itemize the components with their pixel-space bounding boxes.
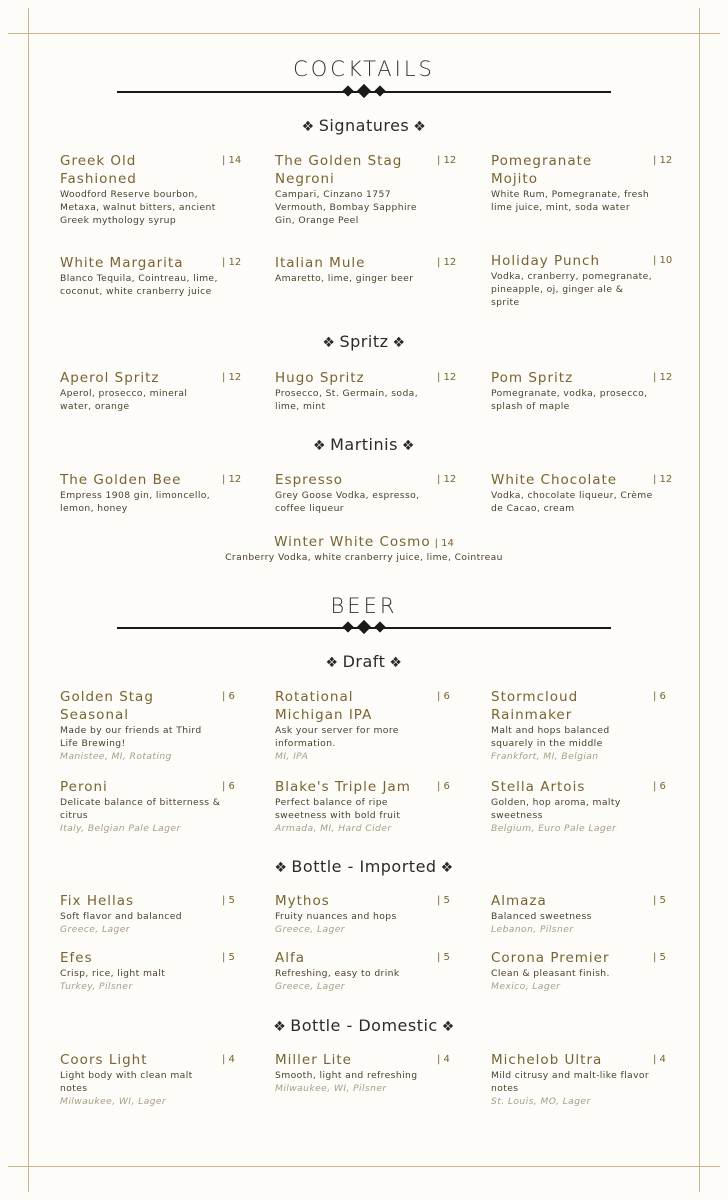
item-description: Malt and hops balanced squarely in the middle bbox=[491, 725, 610, 749]
item-name: The Golden Stag Negroni bbox=[275, 153, 403, 187]
item-name: Stormcloud Rainmaker bbox=[491, 689, 579, 723]
item-description: Aperol, prosecco, mineral water, orange bbox=[60, 388, 188, 412]
item-price: | 4 bbox=[222, 1054, 235, 1065]
item-description: Prosecco, St. Germain, soda, lime, mint bbox=[275, 388, 419, 412]
item-price: | 10 bbox=[653, 255, 673, 266]
item-description: Soft flavor and balanced bbox=[60, 911, 183, 922]
menu-item bbox=[491, 1051, 671, 1108]
menu-item bbox=[275, 949, 455, 993]
menu-item bbox=[60, 1051, 240, 1108]
item-price: | 12 bbox=[653, 155, 673, 166]
item-name: Rotational Michigan IPA bbox=[275, 689, 373, 723]
item-price: | 4 bbox=[437, 1054, 450, 1065]
ornament-icon: ❖ bbox=[325, 655, 339, 671]
item-name: Stella Artois bbox=[491, 779, 586, 795]
item-description: Ask your server for more information. bbox=[275, 725, 399, 749]
item-name: Espresso bbox=[275, 472, 344, 488]
ornament-icon: ❖ bbox=[441, 1019, 455, 1035]
martinis-heading bbox=[0, 435, 728, 454]
item-price: | 5 bbox=[222, 895, 235, 906]
frame-top-line bbox=[8, 33, 720, 34]
item-name: Coors Light bbox=[60, 1052, 148, 1068]
domestic-heading bbox=[0, 1016, 728, 1035]
item-description: Smooth, light and refreshing bbox=[275, 1070, 418, 1081]
menu-item bbox=[491, 252, 671, 309]
menu-item bbox=[491, 688, 671, 763]
menu-item bbox=[491, 152, 671, 214]
item-price: | 12 bbox=[222, 474, 242, 485]
menu-item bbox=[491, 471, 671, 515]
item-origin: Belgium, Euro Pale Lager bbox=[491, 823, 617, 834]
item-name: Pomegranate Mojito bbox=[491, 153, 593, 187]
menu-item bbox=[60, 152, 240, 227]
item-origin: Greece, Lager bbox=[60, 924, 130, 935]
item-name: Miller Lite bbox=[275, 1052, 352, 1068]
item-description: Woodford Reserve bourbon, Metaxa, walnut bitters, ancient Greek mythology syrup bbox=[60, 189, 216, 226]
item-description: Refreshing, easy to drink bbox=[275, 968, 400, 979]
menu-item bbox=[275, 892, 455, 936]
menu-item bbox=[60, 254, 240, 298]
beer-divider bbox=[117, 623, 611, 633]
item-origin: Lebanon, Pilsner bbox=[491, 924, 574, 935]
ornament-icon: ❖ bbox=[301, 119, 315, 135]
item-price: | 12 bbox=[437, 372, 457, 383]
item-description: Delicate balance of bitterness & citrus bbox=[60, 797, 221, 821]
item-price: | 12 bbox=[437, 257, 457, 268]
menu-item bbox=[60, 949, 240, 993]
item-price: | 6 bbox=[222, 691, 235, 702]
item-name: White Chocolate bbox=[491, 472, 618, 488]
item-price: | 5 bbox=[222, 952, 235, 963]
item-price: | 4 bbox=[653, 1054, 666, 1065]
item-origin: Manistee, MI, Rotating bbox=[60, 751, 172, 762]
item-name: Winter White Cosmo bbox=[274, 534, 431, 550]
item-price: | 6 bbox=[653, 691, 666, 702]
item-description: White Rum, Pomegranate, fresh lime juice, mint, soda water bbox=[491, 189, 650, 213]
item-origin: MI, IPA bbox=[275, 751, 309, 762]
menu-item bbox=[60, 688, 240, 763]
item-origin: Turkey, Pilsner bbox=[60, 981, 133, 992]
item-name: Holiday Punch bbox=[491, 253, 601, 269]
imported-label: Bottle - Imported bbox=[291, 857, 437, 876]
item-name: Golden Stag Seasonal bbox=[60, 689, 154, 723]
menu-item bbox=[275, 254, 455, 285]
item-description: Crisp, rice, light malt bbox=[60, 968, 166, 979]
menu-item bbox=[60, 369, 240, 413]
cocktails-title: COCKTAILS bbox=[293, 57, 435, 81]
item-description: Fruity nuances and hops bbox=[275, 911, 397, 922]
ornament-icon: ❖ bbox=[392, 335, 406, 351]
item-description: Balanced sweetness bbox=[491, 911, 592, 922]
item-name: Italian Mule bbox=[275, 255, 366, 271]
item-name: Alfa bbox=[275, 950, 306, 966]
item-price: | 6 bbox=[653, 781, 666, 792]
menu-item bbox=[275, 471, 455, 515]
ornament-icon: ❖ bbox=[313, 438, 327, 454]
menu-item bbox=[491, 949, 671, 993]
item-price: | 6 bbox=[437, 691, 450, 702]
menu-item bbox=[491, 778, 671, 835]
ornament-icon: ❖ bbox=[389, 655, 403, 671]
item-price: | 14 bbox=[222, 155, 242, 166]
item-origin: Frankfort, MI, Belgian bbox=[491, 751, 599, 762]
item-description: Blanco Tequila, Cointreau, lime, coconut, white cranberry juice bbox=[60, 273, 218, 297]
item-name: Peroni bbox=[60, 779, 108, 795]
domestic-label: Bottle - Domestic bbox=[290, 1016, 438, 1035]
signatures-label: Signatures bbox=[318, 116, 410, 135]
item-name: Efes bbox=[60, 950, 93, 966]
featured-item bbox=[0, 533, 728, 565]
menu-item bbox=[491, 892, 671, 936]
item-price: | 5 bbox=[437, 952, 450, 963]
item-price: | 12 bbox=[222, 257, 242, 268]
spritz-label: Spritz bbox=[339, 332, 389, 351]
item-name: Pom Spritz bbox=[491, 370, 574, 386]
item-description: Vodka, cranberry, pomegranate, pineapple, oj, ginger ale & sprite bbox=[491, 271, 653, 308]
menu-item bbox=[60, 471, 240, 515]
item-name: Hugo Spritz bbox=[275, 370, 365, 386]
item-description: Clean & pleasant finish. bbox=[491, 968, 610, 979]
item-origin: St. Louis, MO, Lager bbox=[491, 1096, 591, 1107]
item-name: Corona Premier bbox=[491, 950, 610, 966]
item-name: Greek Old Fashioned bbox=[60, 153, 137, 187]
imported-heading bbox=[0, 857, 728, 876]
item-description: Perfect balance of ripe sweetness with bold fruit bbox=[275, 797, 401, 821]
item-price: | 14 bbox=[434, 538, 454, 549]
item-name: Aperol Spritz bbox=[60, 370, 160, 386]
ornament-icon: ❖ bbox=[273, 1019, 287, 1035]
item-origin: Milwaukee, WI, Pilsner bbox=[275, 1083, 387, 1094]
item-price: | 5 bbox=[437, 895, 450, 906]
item-price: | 6 bbox=[437, 781, 450, 792]
spritz-heading bbox=[0, 332, 728, 351]
item-origin: Armada, MI, Hard Cider bbox=[275, 823, 392, 834]
menu-item bbox=[60, 892, 240, 936]
cocktails-divider bbox=[117, 87, 611, 97]
item-description: Made by our friends at Third Life Brewing! bbox=[60, 725, 202, 749]
martinis-label: Martinis bbox=[330, 435, 398, 454]
item-description: Mild citrusy and malt-like flavor notes bbox=[491, 1070, 650, 1094]
ornament-icon: ❖ bbox=[440, 860, 454, 876]
item-description: Cranberry Vodka, white cranberry juice, lime, Cointreau bbox=[225, 552, 503, 563]
item-origin: Mexico, Lager bbox=[491, 981, 561, 992]
item-price: | 12 bbox=[437, 474, 457, 485]
item-description: Amaretto, lime, ginger beer bbox=[275, 273, 414, 284]
menu-item bbox=[491, 369, 671, 413]
item-name: The Golden Bee bbox=[60, 472, 182, 488]
item-description: Empress 1908 gin, limoncello, lemon, honey bbox=[60, 490, 211, 514]
item-name: Blake's Triple Jam bbox=[275, 779, 411, 795]
item-name: Almaza bbox=[491, 893, 547, 909]
menu-item bbox=[275, 369, 455, 413]
menu-item bbox=[275, 688, 455, 763]
ornament-icon: ❖ bbox=[322, 335, 336, 351]
item-description: Pomegranate, vodka, prosecco, splash of maple bbox=[491, 388, 648, 412]
item-price: | 12 bbox=[653, 474, 673, 485]
item-price: | 5 bbox=[653, 895, 666, 906]
draft-label: Draft bbox=[342, 652, 386, 671]
item-description: Vodka, chocolate liqueur, Crème de Cacao, cream bbox=[491, 490, 653, 514]
item-price: | 12 bbox=[222, 372, 242, 383]
item-name: Mythos bbox=[275, 893, 330, 909]
item-price: | 5 bbox=[653, 952, 666, 963]
item-price: | 12 bbox=[653, 372, 673, 383]
item-origin: Milwaukee, WI, Lager bbox=[60, 1096, 167, 1107]
item-name: Fix Hellas bbox=[60, 893, 135, 909]
item-price: | 6 bbox=[222, 781, 235, 792]
signatures-heading bbox=[0, 116, 728, 135]
item-name: White Margarita bbox=[60, 255, 184, 271]
menu-item bbox=[275, 152, 455, 227]
item-description: Grey Goose Vodka, espresso, coffee liqueur bbox=[275, 490, 420, 514]
menu-item bbox=[275, 778, 455, 835]
item-origin: Greece, Lager bbox=[275, 981, 345, 992]
item-description: Campari, Cinzano 1757 Vermouth, Bombay Sapphire Gin, Orange Peel bbox=[275, 189, 417, 226]
ornament-icon: ❖ bbox=[413, 119, 427, 135]
item-name: Michelob Ultra bbox=[491, 1052, 603, 1068]
item-description: Golden, hop aroma, malty sweetness bbox=[491, 797, 621, 821]
item-description: Light body with clean malt notes bbox=[60, 1070, 193, 1094]
draft-heading bbox=[0, 652, 728, 671]
frame-bottom-line bbox=[8, 1166, 720, 1167]
item-origin: Italy, Belgian Pale Lager bbox=[60, 823, 181, 834]
ornament-icon: ❖ bbox=[401, 438, 415, 454]
item-price: | 12 bbox=[437, 155, 457, 166]
item-origin: Greece, Lager bbox=[275, 924, 345, 935]
menu-item bbox=[275, 1051, 455, 1095]
ornament-icon: ❖ bbox=[274, 860, 288, 876]
menu-item bbox=[60, 778, 240, 835]
beer-title: BEER bbox=[330, 594, 398, 618]
